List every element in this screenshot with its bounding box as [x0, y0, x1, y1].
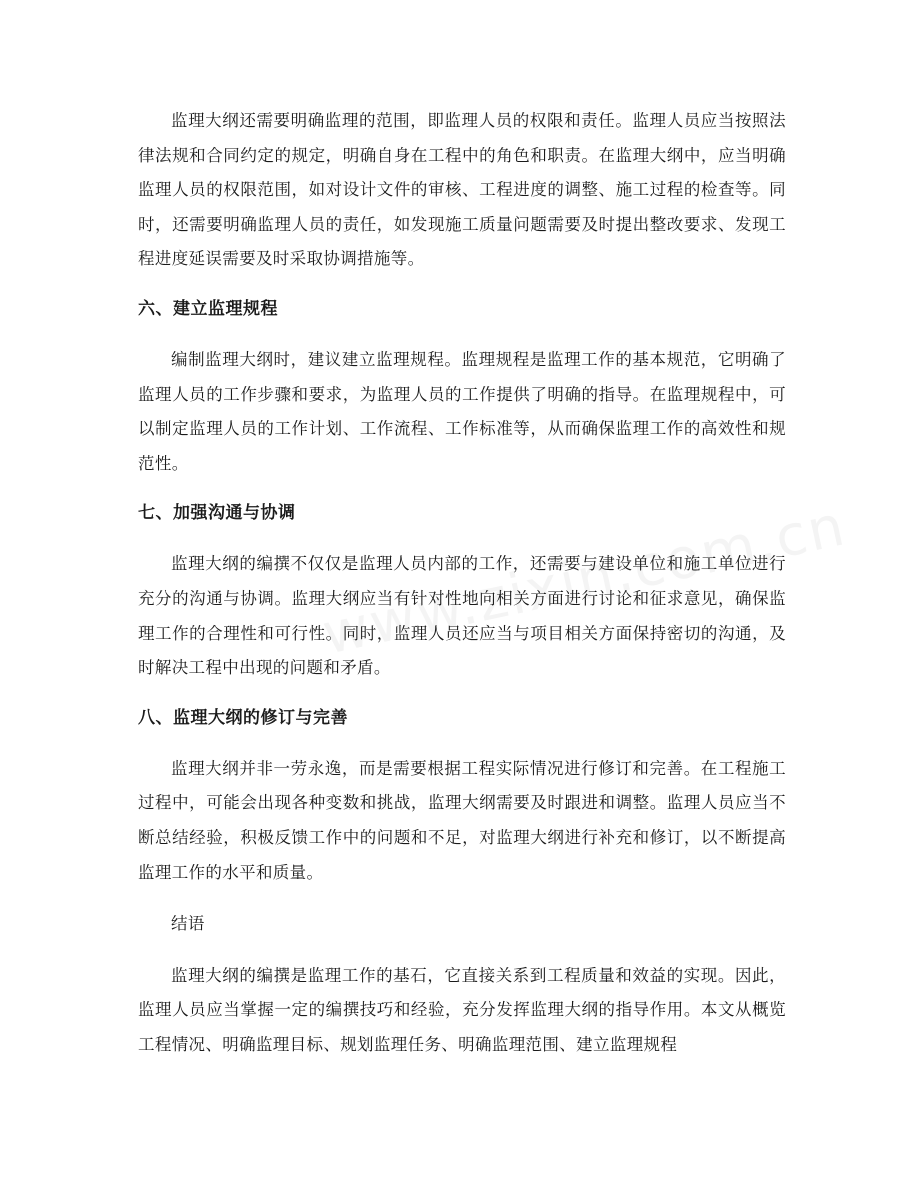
paragraph-revision: 监理大纲并非一劳永逸，而是需要根据工程实际情况进行修订和完善。在工程施工过程中，可能会出现各种变数和挑战，监理大纲需要及时跟进和调整。监理人员应当不断总结经验，积极反馈工作中的问题和不足，对监理大纲进行补充和修订，以不断提高监理工作的水平和质量。	[138, 758, 786, 882]
heading-rules: 六、建立监理规程	[138, 298, 278, 319]
paragraph-conclusion: 监理大纲的编撰是监理工作的基石，它直接关系到工程质量和效益的实现。因此，监理人员应当掌握一定的编撰技巧和经验，充分发挥监理大纲的指导作用。本文从概览工程情况、明确监理目标、规划监理任务、明确监理范围、建立监理规程	[138, 965, 786, 1054]
conclusion-label: 结语	[171, 914, 205, 934]
heading-revision: 八、监理大纲的修订与完善	[138, 707, 348, 728]
paragraph-communication: 监理大纲的编撰不仅仅是监理人员内部的工作，还需要与建设单位和施工单位进行充分的沟通与协调。监理大纲应当有针对性地向相关方面进行讨论和征求意见，确保监理工作的合理性和可行性。同时，监理人员还应当与项目相关方面保持密切的沟通，及时解决工程中出现的问题和矛盾。	[138, 554, 786, 678]
paragraph-scope: 监理大纲还需要明确监理的范围，即监理人员的权限和责任。监理人员应当按照法律法规和合同约定的规定，明确自身在工程中的角色和职责。在监理大纲中，应当明确监理人员的权限范围，如对设计文件的审核、工程进度的调整、施工过程的检查等。同时，还需要明确监理人员的责任，如发现施工质量问题需要及时提出整改要求、发现工程进度延误需要及时采取协调措施等。	[138, 111, 786, 269]
heading-communication: 七、加强沟通与协调	[138, 503, 296, 524]
paragraph-rules: 编制监理大纲时，建议建立监理规程。监理规程是监理工作的基本规范，它明确了监理人员的工作步骤和要求，为监理人员的工作提供了明确的指导。在监理规程中，可以制定监理人员的工作计划、工作流程、工作标准等，从而确保监理工作的高效性和规范性。	[138, 349, 786, 473]
document-body	[138, 104, 786, 1062]
